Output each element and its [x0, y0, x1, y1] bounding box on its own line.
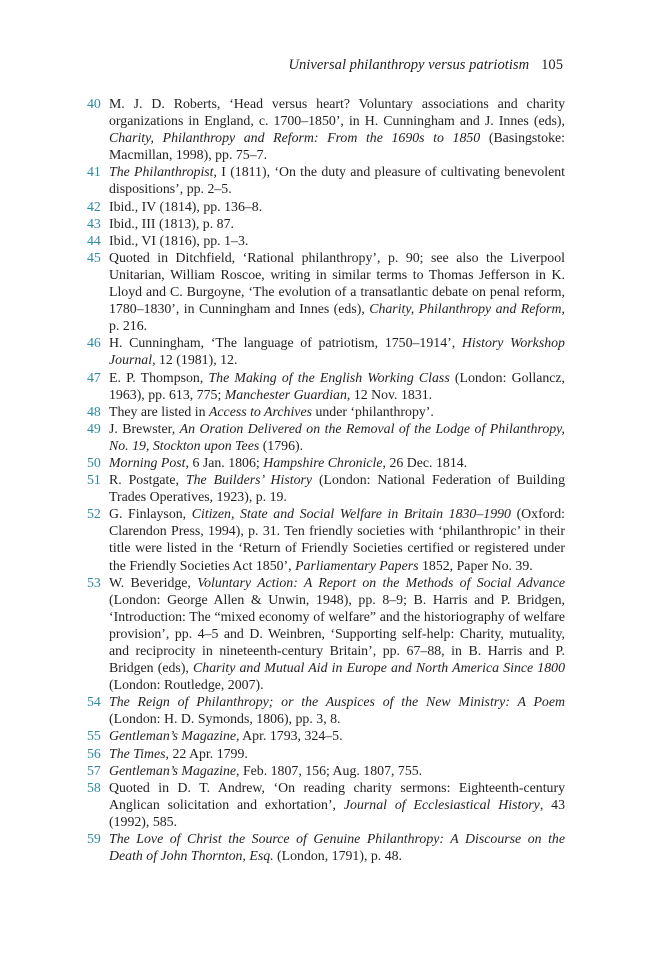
- endnote-text: , 26 Dec. 1814.: [382, 454, 468, 470]
- endnote-57: [87, 762, 565, 779]
- endnote-italic-title: The Times: [109, 745, 166, 761]
- endnote-44: [87, 232, 565, 249]
- endnote-52: [87, 505, 565, 573]
- endnote-italic-title: Charity, Philanthropy and Reform: [369, 301, 562, 317]
- endnote-text: , 22 Apr. 1799.: [165, 745, 248, 761]
- endnote-text: 1852, Paper No. 39.: [418, 557, 533, 573]
- endnote-italic-title: Citizen, State and Social Welfare in Britain 1830–1990: [191, 506, 511, 522]
- endnote-italic-title: The Builders’ History: [185, 472, 313, 488]
- endnote-number: 52: [87, 506, 101, 522]
- endnote-text: H. Cunningham, ‘The language of patriotism, 1750–1914’,: [109, 335, 462, 351]
- endnote-text: , 12 (1981), 12.: [152, 352, 238, 368]
- endnote-46: [87, 334, 565, 368]
- endnote-55: [87, 727, 565, 744]
- endnote-number: 57: [87, 762, 101, 778]
- endnote-italic-title: Gentleman’s Magazine: [109, 762, 237, 778]
- endnote-text: Ibid., IV (1814), pp. 136–8.: [109, 198, 263, 214]
- endnote-italic-title: Voluntary Action: A Report on the Methods of Social Advance: [197, 574, 566, 590]
- endnote-text: , p. 216.: [109, 301, 565, 334]
- endnote-text: (Oxford: Clarendon Press, 1994), p. 31. Ten friendly societies with ‘philanthropic’ in their title were listed in the ‘Return of Friendly Societies certified or registered under the Friendly Societies Act 1850’,: [109, 506, 566, 573]
- endnote-number: 48: [87, 403, 101, 419]
- endnote-italic-title: Hampshire Chronicle: [263, 454, 383, 470]
- endnote-text: (London, 1791), p. 48.: [273, 848, 403, 864]
- endnote-48: [87, 403, 565, 420]
- running-head: [288, 57, 563, 74]
- running-head-title: Universal philanthropy versus patriotism: [288, 57, 530, 73]
- endnote-italic-title: Charity, Philanthropy and Reform: From the 1690s to 1850: [109, 130, 481, 146]
- endnote-number: 54: [87, 694, 101, 710]
- endnote-50: [87, 454, 565, 471]
- endnote-text: (London: National Federation of Building Trades Operatives, 1923), p. 19.: [109, 472, 565, 505]
- endnote-number: 51: [87, 472, 101, 488]
- endnote-number: 42: [87, 198, 101, 214]
- endnote-text: J. Brewster,: [109, 420, 180, 436]
- endnote-text: , 6 Jan. 1806;: [185, 454, 264, 470]
- endnote-text: Ibid., VI (1816), pp. 1–3.: [109, 232, 249, 248]
- endnote-italic-title: Charity and Mutual Aid in Europe and North America Since 1800: [193, 660, 565, 676]
- endnote-text: Ibid., III (1813), p. 87.: [109, 215, 234, 231]
- endnote-italic-title: The Making of the English Working Class: [208, 369, 450, 385]
- endnote-59: [87, 830, 565, 864]
- endnote-number: 46: [87, 335, 101, 351]
- endnote-text: W. Beveridge,: [109, 574, 198, 590]
- endnote-58: [87, 779, 565, 830]
- endnote-italic-title: Parliamentary Papers: [295, 557, 419, 573]
- endnote-text: (London: Gollancz, 1963), pp. 613, 775;: [109, 369, 566, 402]
- page-number: 105: [541, 57, 563, 73]
- endnote-43: [87, 215, 565, 232]
- endnote-49: [87, 420, 565, 454]
- endnote-number: 55: [87, 728, 101, 744]
- endnote-text: , 43 (1992), 585.: [109, 796, 565, 829]
- endnote-40: [87, 95, 565, 163]
- endnote-number: 53: [87, 574, 101, 590]
- endnote-italic-title: Journal of Ecclesiastical History: [343, 796, 540, 812]
- endnote-number: 49: [87, 420, 101, 436]
- endnote-text: M. J. D. Roberts, ‘Head versus heart? Voluntary associations and charity organizations in England, c. 1700–1850’, in H. Cunningham and J. Innes (eds),: [109, 96, 565, 129]
- endnote-text: They are listed in: [109, 403, 209, 419]
- endnote-51: [87, 471, 565, 505]
- endnote-number: 56: [87, 745, 101, 761]
- endnote-italic-title: History Workshop Journal: [109, 335, 565, 368]
- endnote-italic-title: The Philanthropist: [109, 164, 214, 180]
- endnote-text: Quoted in D. T. Andrew, ‘On reading charity sermons: Eighteenth-century Anglican solicitation and exhortation’,: [109, 779, 565, 812]
- endnotes-list: [87, 95, 565, 864]
- endnote-italic-title: Gentleman’s Magazine: [109, 728, 237, 744]
- endnote-53: [87, 574, 565, 694]
- endnote-text: , I (1811), ‘On the duty and pleasure of cultivating benevolent dispositions’, pp. 2–5.: [109, 164, 565, 197]
- endnote-47: [87, 369, 565, 403]
- endnote-45: [87, 249, 565, 334]
- endnote-56: [87, 745, 565, 762]
- endnote-italic-title: Manchester Guardian: [224, 386, 347, 402]
- endnote-italic-title: The Reign of Philanthropy; or the Auspices of the New Ministry: A Poem: [109, 694, 565, 710]
- endnote-number: 58: [87, 779, 101, 795]
- endnote-text: , 12 Nov. 1831.: [346, 386, 433, 402]
- endnote-54: [87, 693, 565, 727]
- endnote-text: , Feb. 1807, 156; Aug. 1807, 755.: [236, 762, 423, 778]
- endnote-41: [87, 163, 565, 197]
- endnote-number: 41: [87, 164, 101, 180]
- endnote-number: 44: [87, 232, 101, 248]
- endnote-number: 50: [87, 454, 101, 470]
- endnote-number: 47: [87, 369, 101, 385]
- endnote-number: 43: [87, 215, 101, 231]
- endnote-italic-title: The Love of Christ the Source of Genuine Philanthropy: A Discourse on the Death of John Thornton, Esq.: [109, 831, 565, 864]
- endnote-text: (London: H. D. Symonds, 1806), pp. 3, 8.: [109, 711, 341, 727]
- endnote-text: (London: George Allen & Unwin, 1948), pp. 8–9; B. Harris and P. Bridgen, ‘Introduction: The “mixed economy of welfare” and the historiography of welfare provision’, pp. 4–5 and D. Weinbren, ‘Supporting self-help: Charity, mutuality, and reciprocity in nineteenth-century Britain’, pp. 67–88, in B. Harris and P. Bridgen (eds),: [109, 591, 565, 676]
- endnote-text: Quoted in Ditchfield, ‘Rational philanthropy’, p. 90; see also the Liverpool Unitarian, William Roscoe, writing in similar terms to Thomas Jefferson in K. Lloyd and C. Burgoyne, ‘The evolution of a transatlantic debate on penal reform, 1780–1830’, in Cunningham and Innes (eds),: [109, 249, 565, 317]
- endnote-text: , Apr. 1793, 324–5.: [236, 728, 343, 744]
- endnote-number: 59: [87, 831, 101, 847]
- endnote-text: R. Postgate,: [109, 472, 186, 488]
- endnote-italic-title: Access to Archives: [208, 403, 312, 419]
- endnote-text: under ‘philanthropy’.: [311, 403, 434, 419]
- endnote-italic-title: An Oration Delivered on the Removal of the Lodge of Philanthropy, No. 19, Stockton upon Tees: [109, 420, 565, 453]
- endnote-42: [87, 198, 565, 215]
- endnote-italic-title: Morning Post: [109, 454, 186, 470]
- endnote-number: 45: [87, 249, 101, 265]
- endnote-number: 40: [87, 96, 101, 111]
- endnote-text: E. P. Thompson,: [109, 369, 209, 385]
- endnote-text: (Basingstoke: Macmillan, 1998), pp. 75–7.: [109, 130, 565, 163]
- endnote-text: G. Finlayson,: [109, 506, 192, 522]
- endnote-text: (1796).: [259, 437, 304, 453]
- endnote-text: (London: Routledge, 2007).: [109, 677, 264, 693]
